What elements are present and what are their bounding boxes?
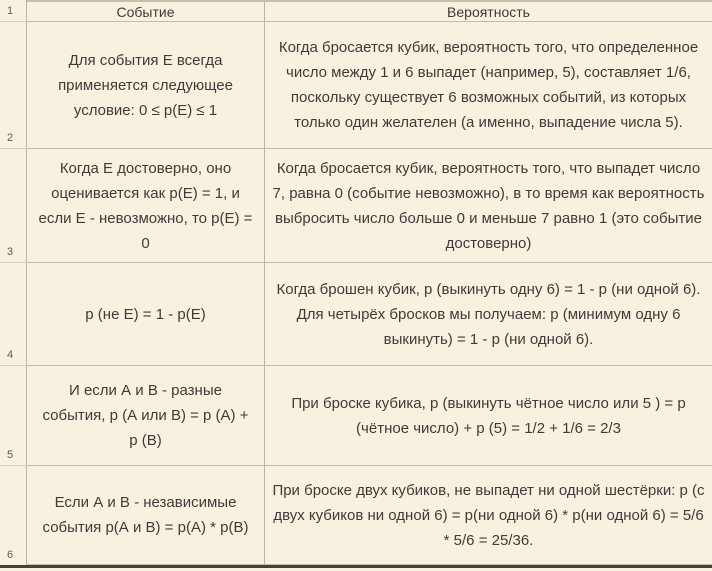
probability-cell-row3: Когда бросается кубик, вероятность того, что выпадет число 7, равна 0 (событие невозможно), в то время как вероятность выбросить число больше 0 и меньше 7 равно 1 (это событие достоверно) [265, 149, 712, 263]
row-number-2: 2 [0, 22, 27, 149]
row-number-4: 4 [0, 263, 27, 366]
probability-cell-row4: Когда брошен кубик, р (выкинуть одну 6) = 1 - р (ни одной 6). Для четырёх бросков мы получаем: р (минимум одну 6 выкинуть) = 1 - р (ни одной 6). [265, 263, 712, 366]
probability-cell-row5: При броске кубика, р (выкинуть чётное число или 5 ) = р (чётное число) + р (5) = 1/2 + 1/6 = 2/3 [265, 366, 712, 466]
event-cell-row6: Если А и В - независимые события р(А и В) = р(А) * р(В) [27, 466, 265, 565]
column-header-event: Событие [27, 0, 265, 22]
probability-cell-row2: Когда бросается кубик, вероятность того, что определенное число между 1 и 6 выпадет (например, 5), составляет 1/6, поскольку существует 6 возможных событий, из которых только один желателен (а именно, выпадение числа 5). [265, 22, 712, 149]
column-header-probability: Вероятность [265, 0, 712, 22]
row-number-5: 5 [0, 366, 27, 466]
event-cell-row3: Когда Е достоверно, оно оценивается как р(Е) = 1, и если Е - невозможно, то р(Е) = 0 [27, 149, 265, 263]
row-number-6: 6 [0, 466, 27, 565]
event-cell-row5: И если А и В - разные события, р (А или В) = р (А) + р (В) [27, 366, 265, 466]
event-cell-row2: Для события Е всегда применяется следующее условие: 0 ≤ р(Е) ≤ 1 [27, 22, 265, 149]
row-number-3: 3 [0, 149, 27, 263]
row-number-1: 1 [0, 0, 27, 22]
probability-cell-row6: При броске двух кубиков, не выпадет ни одной шестёрки: р (с двух кубиков ни одной 6) = р(ни одной 6) * р(ни одной 6) = 5/6 * 5/6 = 25/36. [265, 466, 712, 565]
event-cell-row4: р (не Е) = 1 - р(Е) [27, 263, 265, 366]
